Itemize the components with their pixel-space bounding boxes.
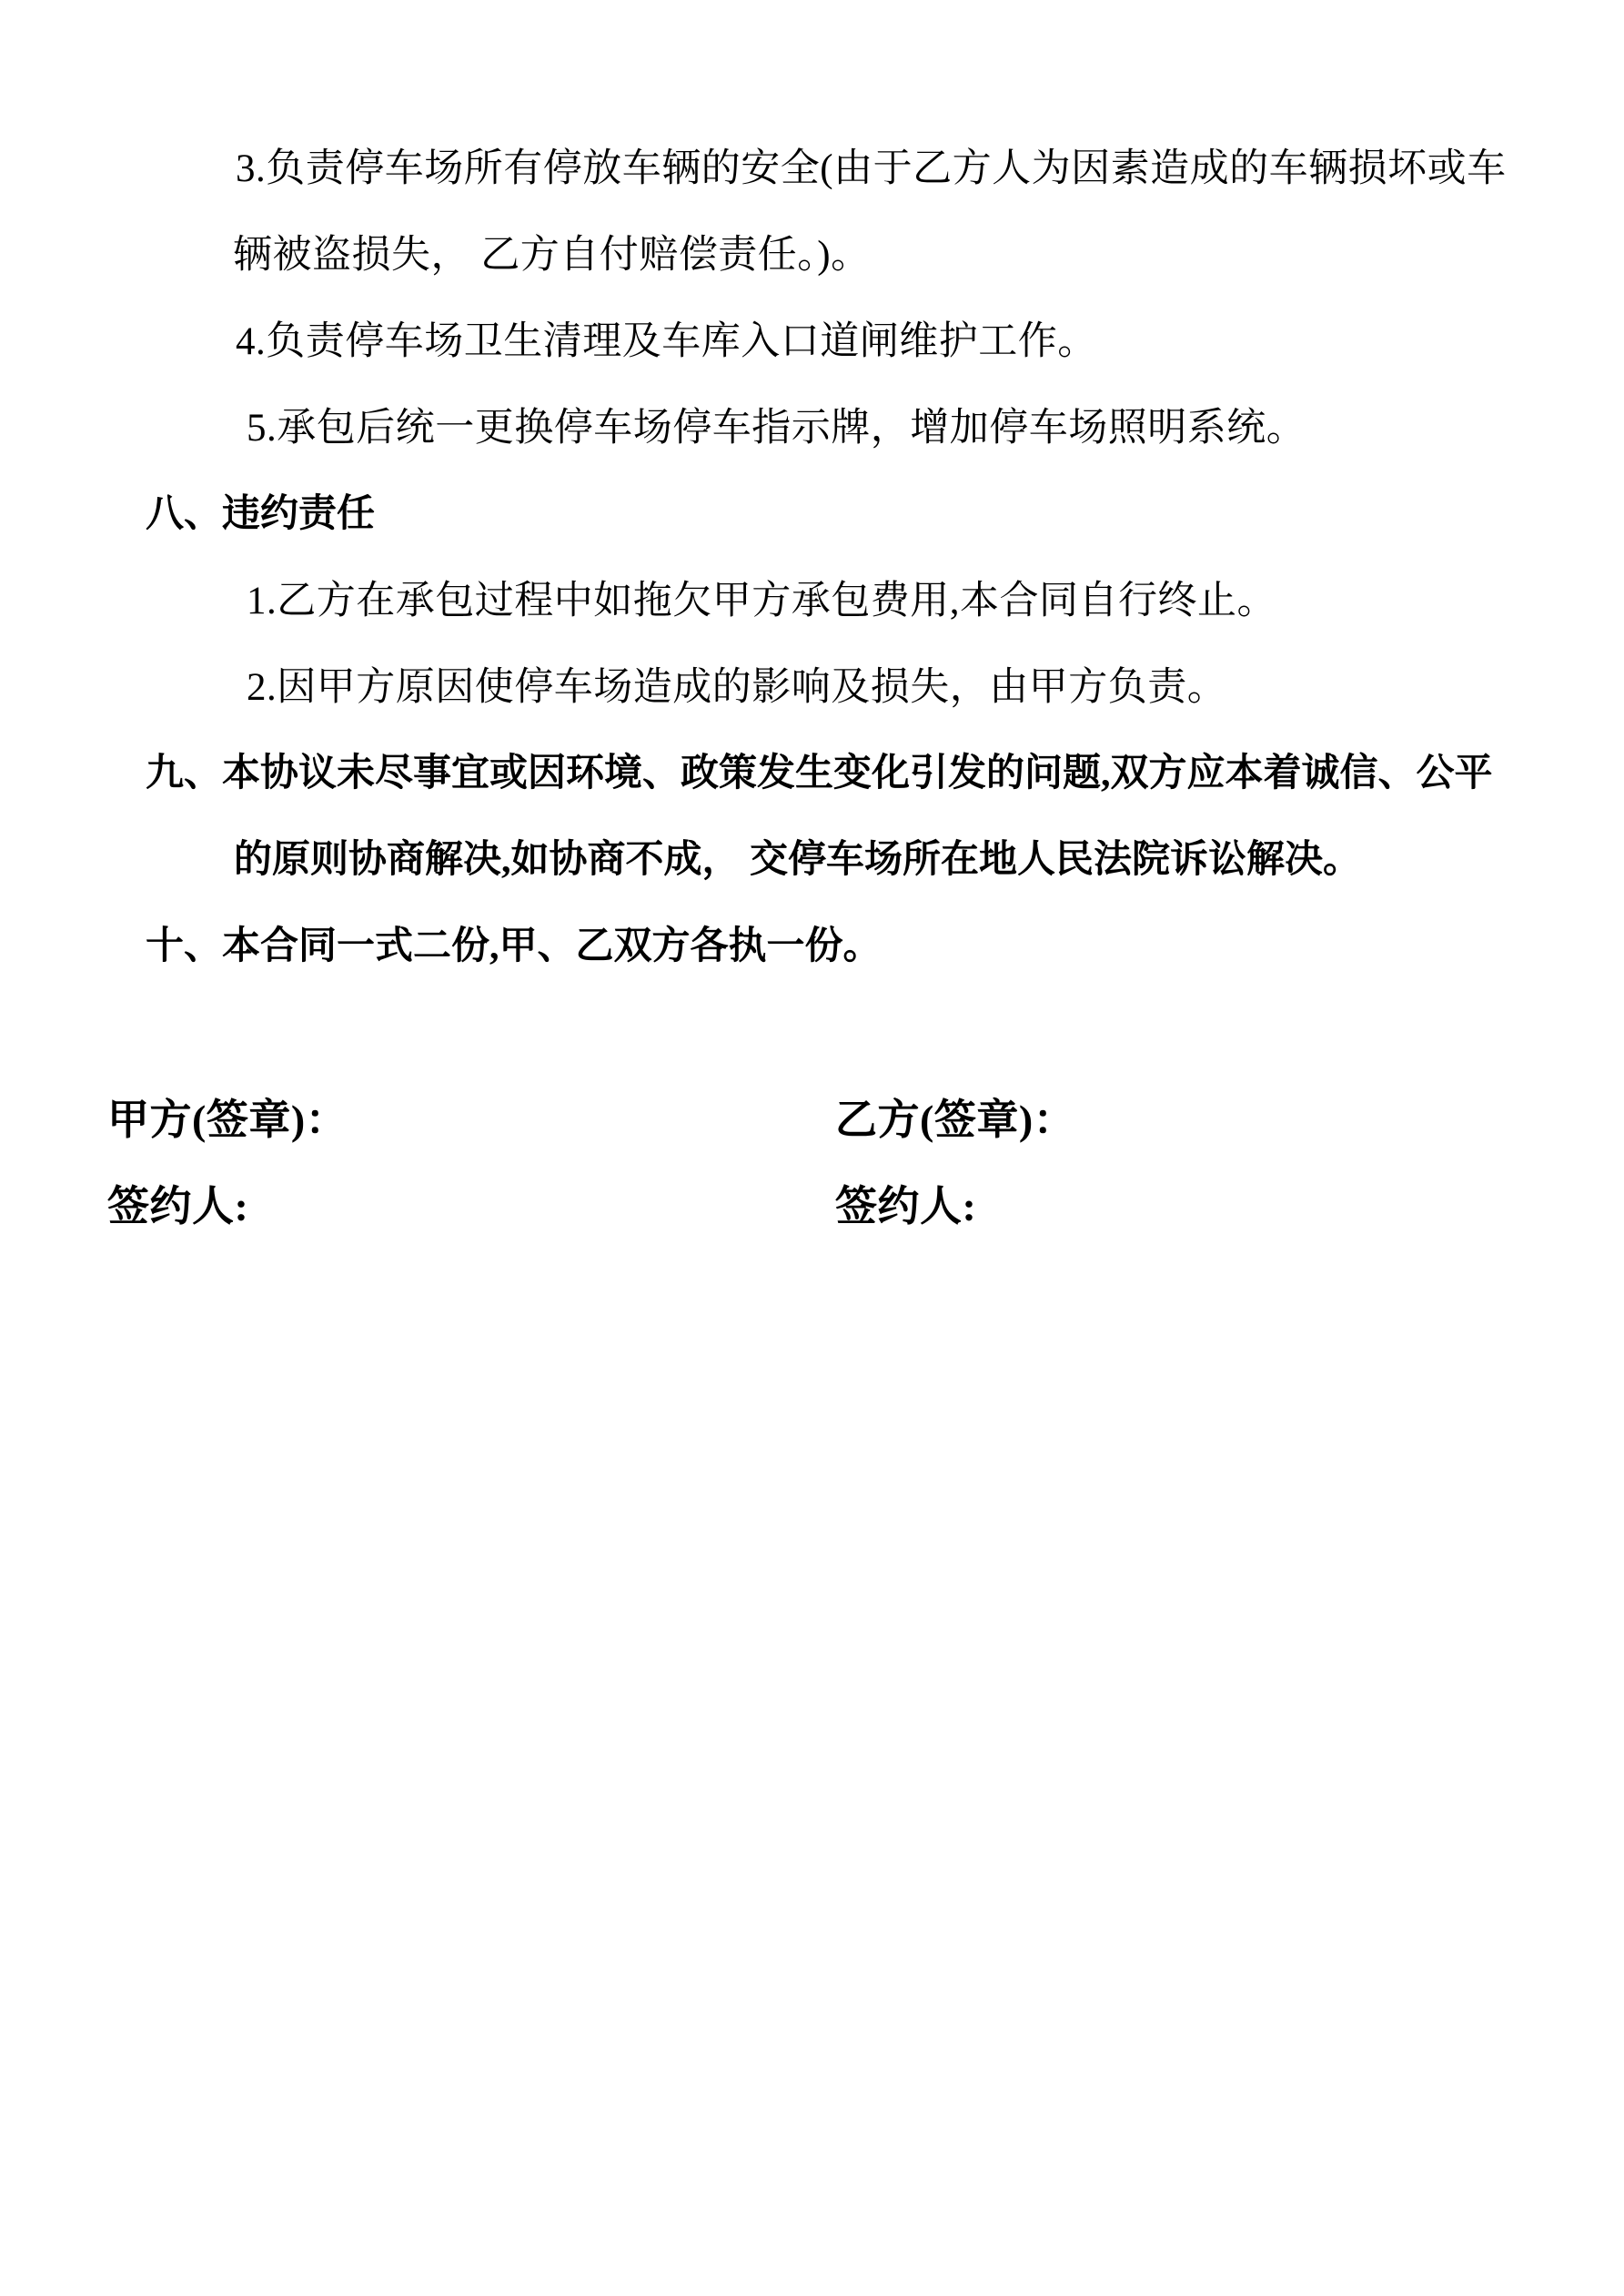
party-b-signer-label: 签约人: [835, 1183, 977, 1229]
signature-signer-row [0, 1163, 1624, 1249]
clause-10: 十、本合同一式二份,甲、乙双方各执一份。 [146, 925, 882, 967]
signature-seal-row [0, 1077, 1624, 1163]
party-b-seal-label: 乙方(签章)： [835, 1097, 1076, 1143]
clause7-item-3-line-2: 辆被盗损失， 乙方自付赔偿责任。)。 [233, 234, 871, 277]
party-a-signer-label: 签约人: [107, 1183, 249, 1229]
clause-8-heading: 八、违约责任 [146, 493, 376, 535]
clause-9-line-1: 九、本协议未尽事宜或因环境、政策发生变化引发的问题,双方应本着诚信、公平 [146, 753, 1493, 794]
clause8-item-1: 1.乙方在承包过程中如拖欠甲方承包费用,本合同自行终止。 [247, 580, 1276, 622]
clause-9-line-2: 的原则协商解决,如协商不成， 交停车场所在地人民法院诉讼解决。 [234, 839, 1362, 881]
clause8-item-2: 2.因甲方原因使停车场造成的影响及损失，由甲方负责。 [247, 666, 1227, 709]
clause7-item-4: 4.负责停车场卫生清理及车库入口道闸维护工作。 [236, 320, 1097, 363]
clause7-item-3-line-1: 3.负责停车场所有停放车辆的安全(由于乙方人为因素造成的车辆损坏或车 [236, 147, 1507, 190]
signature-block [0, 1077, 1624, 1249]
clause7-item-5: 5.承包后统一更换停车场停车指示牌，增加停车场照明系统。 [247, 407, 1306, 450]
party-a-seal-label: 甲方(签章)： [107, 1097, 348, 1143]
